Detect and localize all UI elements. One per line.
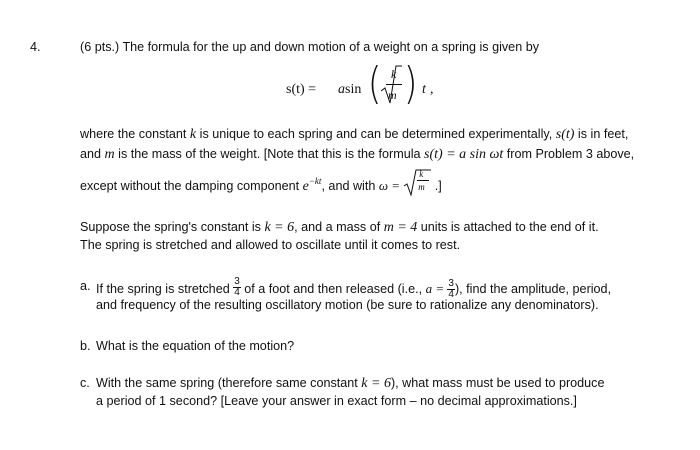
text: is in feet, — [574, 127, 629, 141]
omega-eq: ω = — [378, 178, 404, 193]
formula-right-paren: ) — [403, 58, 418, 109]
text: from Problem 3 above, — [503, 147, 635, 161]
numerator: 3 — [234, 276, 240, 287]
omega-m: m — [418, 182, 425, 192]
text: With the same spring (therefore same constant — [96, 376, 362, 390]
part-a-line-2: and frequency of the resulting oscillatory motion (be sure to rationalize any denominators). — [96, 298, 599, 312]
omega-sqrt — [403, 169, 431, 192]
part-c-label: c. — [80, 376, 90, 390]
formula-fraction-bar — [386, 84, 402, 85]
formula-lhs: s(t) = — [286, 82, 317, 97]
formula-sin: sin — [345, 82, 362, 97]
var-k: k — [189, 127, 197, 142]
denominator: 4 — [234, 287, 240, 298]
fraction-three-quarters — [233, 277, 241, 298]
text: .] — [431, 179, 442, 193]
inline-formula: s(t) = a sin ωt — [424, 147, 504, 162]
part-a-line-1 — [96, 276, 612, 300]
text: ), what mass must be used to produce — [390, 376, 605, 390]
formula-left-paren: ( — [367, 58, 382, 109]
fraction-a-value — [447, 279, 455, 300]
part-c-line-1 — [96, 376, 604, 392]
paragraph-1-line-1 — [80, 127, 628, 143]
paragraph-2-line-2: The spring is stretched and allowed to oscillate until it comes to rest. — [80, 238, 461, 252]
text: except without the damping component — [80, 179, 303, 193]
var-e: e — [302, 179, 309, 194]
exponent: −kt — [308, 176, 322, 186]
omega-fraction-bar — [417, 180, 429, 181]
text: ), find the amplitude, period, — [454, 281, 612, 296]
paragraph-1-line-2 — [80, 147, 634, 163]
formula-comma: , — [430, 82, 434, 97]
var-st: s(t) — [555, 127, 575, 142]
text: is the mass of the weight. [Note that this is the formula — [114, 147, 425, 161]
formula-m: m — [388, 88, 397, 102]
denominator: 4 — [448, 289, 454, 300]
text: of a foot and then released (i.e., — [240, 281, 426, 296]
paragraph-2-line-1 — [80, 220, 599, 236]
formula-amplitude: a — [338, 82, 345, 97]
formula-k: k — [391, 67, 397, 81]
problem-intro: (6 pts.) The formula for the up and down motion of a weight on a spring is given by — [80, 40, 539, 54]
text: If the spring is stretched — [96, 281, 234, 296]
part-b-label: b. — [80, 339, 91, 353]
text: units is attached to the end of it. — [417, 220, 599, 234]
part-c-line-2: a period of 1 second? [Leave your answer in exact form – no decimal approximations.] — [96, 394, 577, 408]
formula-t: t — [422, 82, 426, 97]
omega-k: k — [419, 169, 424, 179]
m-value: m = 4 — [383, 220, 418, 235]
sqrt-sign — [403, 168, 431, 196]
text: is unique to each spring and can be determined experimentally, — [196, 127, 556, 141]
problem-number: 4. — [30, 40, 41, 54]
part-b-text: What is the equation of the motion? — [96, 339, 295, 353]
k-value: k = 6 — [264, 220, 295, 235]
var-m: m — [104, 147, 115, 162]
part-a-label: a. — [80, 279, 91, 293]
text: , and with — [321, 179, 379, 193]
paragraph-1-line-3 — [80, 169, 442, 195]
a-eq: a = — [425, 280, 448, 296]
k-value: k = 6 — [361, 376, 391, 391]
text: Suppose the spring's constant is — [80, 220, 265, 234]
numerator: 3 — [448, 278, 454, 289]
text: and — [80, 147, 105, 161]
text: , and a mass of — [294, 220, 384, 234]
text: where the constant — [80, 127, 190, 141]
